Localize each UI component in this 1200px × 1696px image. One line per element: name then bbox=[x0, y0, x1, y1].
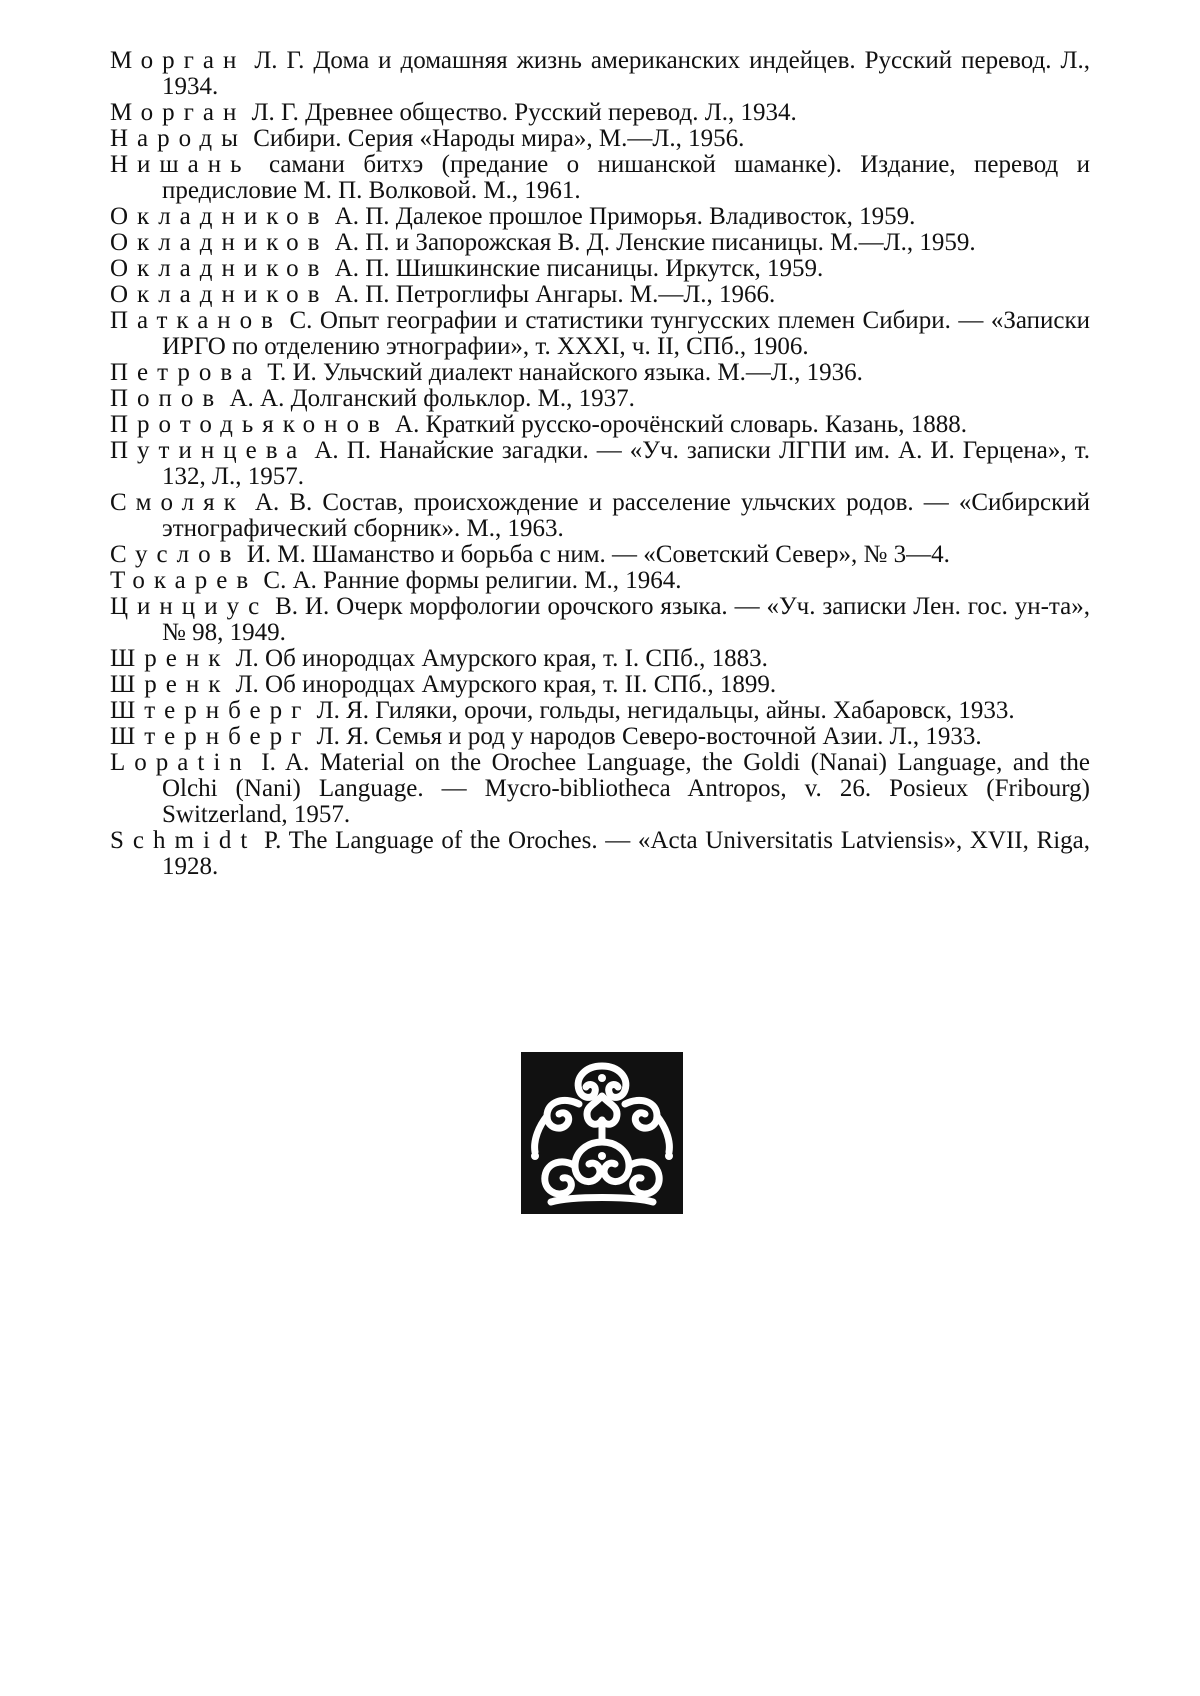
bibliography-entry bbox=[110, 360, 1090, 386]
bibliography-entry bbox=[110, 698, 1090, 724]
entry-text: P. The Language of the Oroches. — «Acta Universitatis Latviensis», XVII, Riga, 1928. bbox=[162, 827, 1091, 880]
entry-author: Патканов bbox=[110, 307, 282, 334]
entry-author: Суслов bbox=[110, 541, 241, 568]
entry-author: Нишань bbox=[110, 151, 251, 178]
bibliography-entry bbox=[110, 256, 1090, 282]
entry-author: Токарев bbox=[110, 567, 258, 594]
entry-text: самани битхэ (предание о нишанской шаманке). Издание, перевод и предисловие М. П. Волковой. М., 1961. bbox=[162, 151, 1090, 204]
entry-author: Шренк bbox=[110, 671, 230, 698]
entry-author: Морган bbox=[110, 99, 246, 126]
bibliography-entry bbox=[110, 152, 1090, 204]
entry-author: Народы bbox=[110, 125, 247, 152]
entry-author: Окладников bbox=[110, 255, 329, 282]
entry-author: Цинциус bbox=[110, 593, 269, 620]
bibliography-entry bbox=[110, 750, 1090, 828]
bibliography-entry bbox=[110, 594, 1090, 646]
entry-author: Окладников bbox=[110, 203, 329, 230]
entry-author: Смоляк bbox=[110, 489, 245, 516]
entry-text: А. П. и Запорожская В. Д. Ленские писаницы. М.—Л., 1959. bbox=[334, 229, 976, 256]
entry-text: С. Опыт географии и статистики тунгусских племен Сибири. — «Записки ИРГО по отделению этнографии», т. XXXI, ч. II, СПб., 1906. bbox=[162, 307, 1091, 360]
entry-text: С. А. Ранние формы религии. М., 1964. bbox=[263, 567, 682, 594]
bibliography-entry bbox=[110, 308, 1090, 360]
entry-text: А. А. Долганский фольклор. М., 1937. bbox=[229, 385, 635, 412]
entry-author: Петрова bbox=[110, 359, 261, 386]
entry-author: Попов bbox=[110, 385, 224, 412]
bibliography-list bbox=[110, 48, 1090, 880]
entry-author: Шренк bbox=[110, 645, 230, 672]
bibliography-entry bbox=[110, 646, 1090, 672]
entry-text: А. В. Состав, происхождение и расселение ульчских родов. — «Сибирский этнографический сборник». М., 1963. bbox=[162, 489, 1090, 542]
entry-text: Л. Об инородцах Амурского края, т. II. СПб., 1899. bbox=[235, 671, 777, 698]
entry-text: А. П. Шишкинские писаницы. Иркутск, 1959. bbox=[334, 255, 824, 282]
bibliography-entry bbox=[110, 48, 1090, 100]
bibliography-entry bbox=[110, 230, 1090, 256]
entry-text: Л. Г. Древнее общество. Русский перевод. Л., 1934. bbox=[251, 99, 797, 126]
bibliography-entry bbox=[110, 100, 1090, 126]
entry-text: А. Краткий русско-орочёнский словарь. Казань, 1888. bbox=[395, 411, 967, 438]
bibliography-entry bbox=[110, 724, 1090, 750]
bibliography-entry bbox=[110, 412, 1090, 438]
entry-author: Морган bbox=[110, 47, 246, 74]
entry-author: Lopatin bbox=[110, 749, 251, 776]
entry-text: А. П. Петроглифы Ангары. М.—Л., 1966. bbox=[334, 281, 776, 308]
entry-text: Л. Я. Гиляки, орочи, гольды, негидальцы, айны. Хабаровск, 1933. bbox=[316, 697, 1015, 724]
entry-author: Штернберг bbox=[110, 697, 311, 724]
ornament-emblem bbox=[521, 1052, 683, 1214]
entry-text: В. И. Очерк морфологии орочского языка. — «Уч. записки Лен. гос. ун-та», № 98, 1949. bbox=[162, 593, 1091, 646]
entry-text: I. A. Material on the Orochee Language, the Goldi (Nanai) Language, and the Olchi (Nani) Language. — Mycro-bibliotheca Antropos, v. 26. Posieux (Fribourg) Switzerland, 1957. bbox=[162, 749, 1091, 828]
entry-text: Л. Я. Семья и род у народов Северо-восточной Азии. Л., 1933. bbox=[316, 723, 982, 750]
bibliography-entry bbox=[110, 490, 1090, 542]
entry-text: А. П. Нанайские загадки. — «Уч. записки ЛГПИ им. А. И. Герцена», т. 132, Л., 1957. bbox=[162, 437, 1091, 490]
entry-text: И. М. Шаманство и борьба с ним. — «Советский Север», № 3—4. bbox=[246, 541, 950, 568]
bibliography-entry bbox=[110, 204, 1090, 230]
bibliography-entry bbox=[110, 828, 1090, 880]
entry-author: Штернберг bbox=[110, 723, 311, 750]
entry-text: Сибири. Серия «Народы мира», М.—Л., 1956. bbox=[253, 125, 745, 152]
entry-text: А. П. Далекое прошлое Приморья. Владивосток, 1959. bbox=[334, 203, 916, 230]
entry-text: Л. Об инородцах Амурского края, т. I. СПб., 1883. bbox=[235, 645, 768, 672]
bibliography-entry bbox=[110, 126, 1090, 152]
entry-author: Окладников bbox=[110, 229, 329, 256]
bibliography-entry bbox=[110, 568, 1090, 594]
bibliography-entry bbox=[110, 672, 1090, 698]
bibliography-entry bbox=[110, 282, 1090, 308]
entry-author: Протодьяконов bbox=[110, 411, 389, 438]
entry-author: Путинцева bbox=[110, 437, 307, 464]
entry-author: Schmidt bbox=[110, 827, 257, 854]
bibliography-entry bbox=[110, 542, 1090, 568]
entry-text: Т. И. Ульчский диалект нанайского языка. М.—Л., 1936. bbox=[267, 359, 863, 386]
entry-author: Окладников bbox=[110, 281, 329, 308]
entry-text: Л. Г. Дома и домашняя жизнь американских индейцев. Русский перевод. Л., 1934. bbox=[162, 47, 1090, 100]
bibliography-entry bbox=[110, 438, 1090, 490]
bibliography-entry bbox=[110, 386, 1090, 412]
